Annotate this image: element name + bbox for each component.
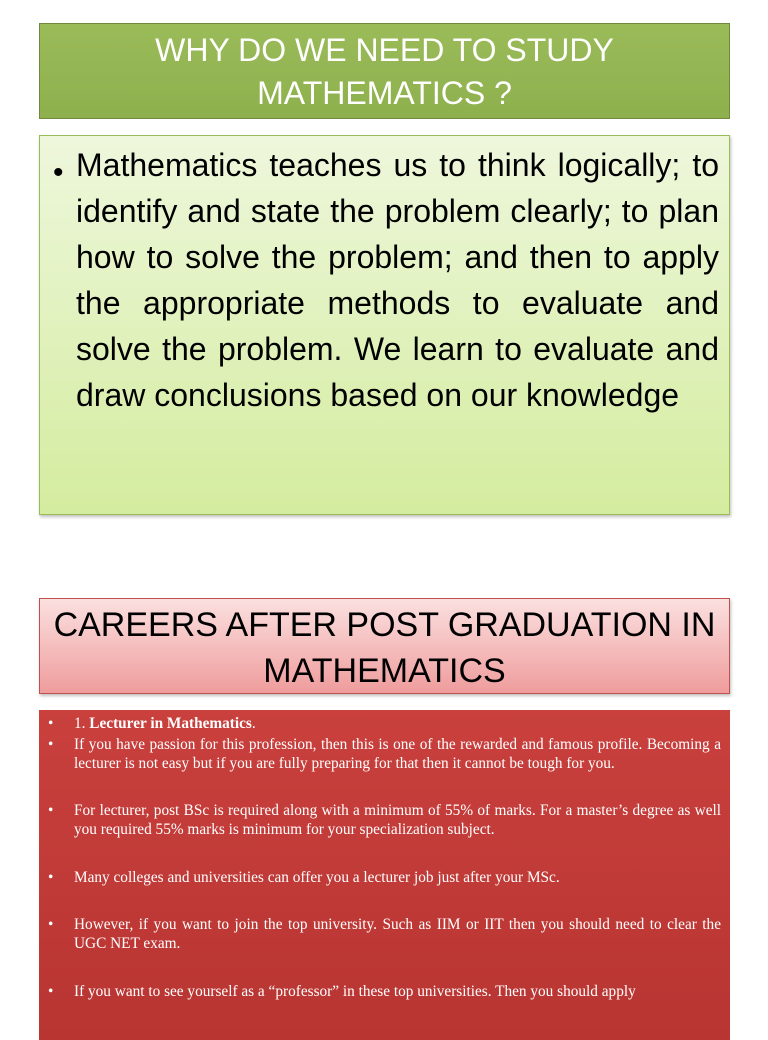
slide-title-why-study-math: WHY DO WE NEED TO STUDY MATHEMATICS ? [39, 23, 730, 119]
bullet-dot: • [48, 869, 54, 886]
bullet-dot: • [48, 736, 54, 753]
slide-title-careers: CAREERS AFTER POST GRADUATION IN MATHEMATICS [39, 598, 730, 694]
list-item [39, 801, 730, 839]
item-text: If you want to see yourself as a “professor” in these top universities. Then you should apply [74, 983, 636, 1000]
item-text: Many colleges and universities can offer you a lecturer job just after your MSc. [74, 869, 560, 886]
careers-list [39, 714, 730, 1001]
item-heading-lecturer: Lecturer in Mathematics [89, 715, 252, 732]
list-item [39, 982, 730, 1001]
list-item [39, 735, 730, 773]
list-item [39, 915, 730, 953]
list-item [39, 714, 730, 733]
content-box-why-study-math [39, 135, 730, 515]
bullet-dot: • [48, 983, 54, 1000]
item-text: If you have passion for this profession, then this is one of the rewarded and famous profile. Becoming a lecturer is not easy but if you are fully preparing for that then it cannot be tough for you. [74, 736, 721, 772]
list-item [39, 868, 730, 887]
item-text: However, if you want to join the top university. Such as IIM or IIT then you should need to clear the UGC NET exam. [74, 916, 721, 952]
item-number: 1. [74, 715, 90, 732]
bullet-dot: • [48, 802, 54, 819]
bullet-dot: • [48, 715, 54, 732]
why-study-math-paragraph: Mathematics teaches us to think logically; to identify and state the problem clearly; to plan how to solve the problem; and then to apply the appropriate methods to evaluate and solve the problem. We learn to evaluate and draw conclusions based on our knowledge [76, 147, 719, 413]
item-heading-period: . [251, 715, 256, 732]
bullet-dot: • [53, 156, 64, 189]
content-box-careers [39, 710, 730, 1040]
bullet-dot: • [48, 916, 54, 933]
item-text: For lecturer, post BSc is required along with a minimum of 55% of marks. For a master’s degree as well you required 55% marks is minimum for your specialization subject. [74, 802, 721, 838]
